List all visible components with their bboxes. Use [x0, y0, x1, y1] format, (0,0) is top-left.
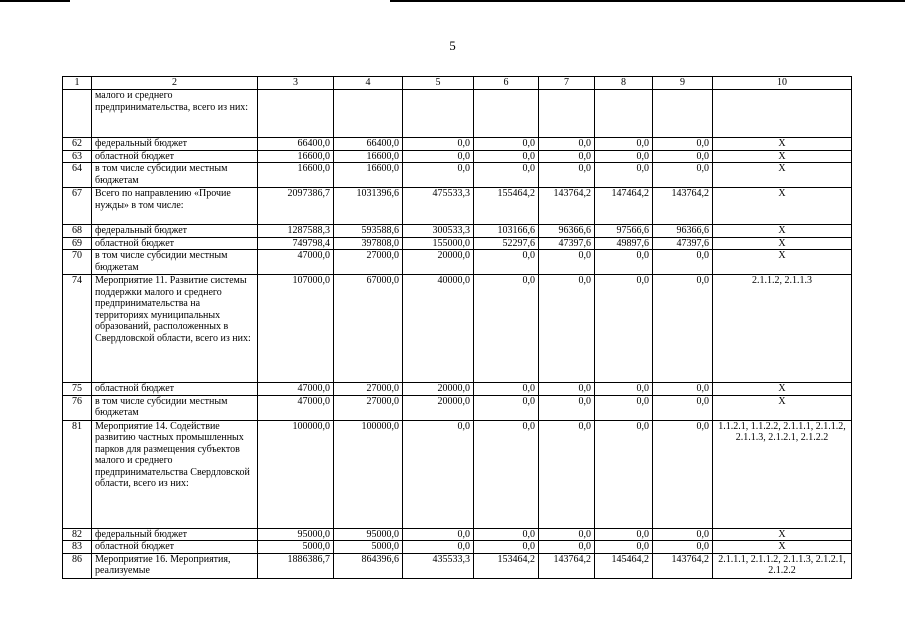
table-row — [63, 225, 852, 238]
page-number: 5 — [449, 38, 456, 53]
value-cell-col-7: 0,0 — [539, 528, 595, 541]
value-cell-col-9: 0,0 — [653, 138, 713, 151]
value-cell-col-7: 0,0 — [539, 383, 595, 396]
row-number-cell: 67 — [63, 188, 92, 225]
value-cell-col-6: 0,0 — [474, 528, 539, 541]
row-name-cell: федеральный бюджет — [92, 225, 258, 238]
header-cell-1: 1 — [63, 77, 92, 90]
value-cell-col-7: 143764,2 — [539, 188, 595, 225]
value-cell-col-6: 0,0 — [474, 150, 539, 163]
row-number-cell: 82 — [63, 528, 92, 541]
value-cell-col-5: 20000,0 — [403, 250, 474, 275]
value-cell-col-6: 0,0 — [474, 163, 539, 188]
value-cell-col-9: 0,0 — [653, 383, 713, 396]
value-cell-col-3: 107000,0 — [258, 275, 334, 383]
value-cell-col-3: 47000,0 — [258, 250, 334, 275]
reference-cell: 1.1.2.1, 1.1.2.2, 2.1.1.1, 2.1.1.2, 2.1.1.3, 2.1.2.1, 2.1.2.2 — [713, 420, 852, 528]
value-cell-col-7: 47397,6 — [539, 237, 595, 250]
table-row — [63, 541, 852, 554]
row-number-cell: 63 — [63, 150, 92, 163]
value-cell-col-4: 27000,0 — [334, 250, 403, 275]
value-cell-col-7: 0,0 — [539, 395, 595, 420]
value-cell-col-8: 49897,6 — [595, 237, 653, 250]
value-cell-col-6: 0,0 — [474, 395, 539, 420]
value-cell-col-4: 27000,0 — [334, 383, 403, 396]
row-number-cell: 74 — [63, 275, 92, 383]
value-cell-col-4: 16600,0 — [334, 150, 403, 163]
value-cell-col-9: 0,0 — [653, 163, 713, 188]
value-cell-col-3: 1886386,7 — [258, 553, 334, 578]
header-cell-5: 5 — [403, 77, 474, 90]
header-cell-6: 6 — [474, 77, 539, 90]
value-cell-col-8: 0,0 — [595, 163, 653, 188]
value-cell-col-7: 0,0 — [539, 250, 595, 275]
reference-cell: Х — [713, 250, 852, 275]
value-cell-col-6: 52297,6 — [474, 237, 539, 250]
value-cell-col-7: 0,0 — [539, 275, 595, 383]
value-cell-col-4: 864396,6 — [334, 553, 403, 578]
value-cell-col-6: 0,0 — [474, 383, 539, 396]
top-edge-line-right — [390, 0, 905, 2]
value-cell-col-7: 0,0 — [539, 138, 595, 151]
value-cell-col-6: 103166,6 — [474, 225, 539, 238]
value-cell-col-8: 97566,6 — [595, 225, 653, 238]
value-cell-col-7: 143764,2 — [539, 553, 595, 578]
value-cell-col-9: 0,0 — [653, 528, 713, 541]
value-cell-col-8: 0,0 — [595, 420, 653, 528]
value-cell-col-5 — [403, 90, 474, 138]
value-cell-col-8: 0,0 — [595, 383, 653, 396]
table-row — [63, 383, 852, 396]
value-cell-col-9: 0,0 — [653, 275, 713, 383]
table-row — [63, 138, 852, 151]
value-cell-col-8: 147464,2 — [595, 188, 653, 225]
value-cell-col-4: 397808,0 — [334, 237, 403, 250]
value-cell-col-8: 0,0 — [595, 541, 653, 554]
table-row — [63, 395, 852, 420]
value-cell-col-4: 5000,0 — [334, 541, 403, 554]
reference-cell: Х — [713, 237, 852, 250]
row-name-cell: в том числе субсидии местным бюджетам — [92, 395, 258, 420]
value-cell-col-3: 47000,0 — [258, 383, 334, 396]
value-cell-col-5: 0,0 — [403, 541, 474, 554]
value-cell-col-5: 300533,3 — [403, 225, 474, 238]
table-row — [63, 275, 852, 383]
value-cell-col-4: 100000,0 — [334, 420, 403, 528]
value-cell-col-3: 47000,0 — [258, 395, 334, 420]
value-cell-col-4: 67000,0 — [334, 275, 403, 383]
header-cell-9: 9 — [653, 77, 713, 90]
row-name-cell: областной бюджет — [92, 150, 258, 163]
value-cell-col-3: 5000,0 — [258, 541, 334, 554]
value-cell-col-8 — [595, 90, 653, 138]
value-cell-col-5: 20000,0 — [403, 383, 474, 396]
value-cell-col-9: 0,0 — [653, 250, 713, 275]
row-name-cell: федеральный бюджет — [92, 528, 258, 541]
value-cell-col-3: 749798,4 — [258, 237, 334, 250]
row-name-cell: малого и среднего предпринимательства, всего из них: — [92, 90, 258, 138]
value-cell-col-3: 2097386,7 — [258, 188, 334, 225]
value-cell-col-5: 0,0 — [403, 138, 474, 151]
value-cell-col-8: 0,0 — [595, 150, 653, 163]
table-row — [63, 188, 852, 225]
value-cell-col-9: 47397,6 — [653, 237, 713, 250]
budget-table — [62, 76, 852, 579]
table-row — [63, 90, 852, 138]
table-row — [63, 150, 852, 163]
top-edge-line-left — [0, 0, 70, 2]
value-cell-col-7: 0,0 — [539, 150, 595, 163]
reference-cell: Х — [713, 138, 852, 151]
row-name-cell: Всего по направлению «Прочие нужды» в том числе: — [92, 188, 258, 225]
value-cell-col-8: 145464,2 — [595, 553, 653, 578]
table-row — [63, 250, 852, 275]
value-cell-col-4: 1031396,6 — [334, 188, 403, 225]
value-cell-col-9: 96366,6 — [653, 225, 713, 238]
value-cell-col-8: 0,0 — [595, 395, 653, 420]
value-cell-col-5: 475533,3 — [403, 188, 474, 225]
reference-cell: Х — [713, 150, 852, 163]
value-cell-col-4: 593588,6 — [334, 225, 403, 238]
table-row — [63, 163, 852, 188]
reference-cell: Х — [713, 163, 852, 188]
row-name-cell: в том числе субсидии местным бюджетам — [92, 163, 258, 188]
value-cell-col-8: 0,0 — [595, 250, 653, 275]
value-cell-col-6: 0,0 — [474, 420, 539, 528]
header-cell-10: 10 — [713, 77, 852, 90]
value-cell-col-9: 0,0 — [653, 150, 713, 163]
table-row — [63, 237, 852, 250]
row-number-cell — [63, 90, 92, 138]
value-cell-col-3: 66400,0 — [258, 138, 334, 151]
value-cell-col-7: 0,0 — [539, 541, 595, 554]
header-cell-3: 3 — [258, 77, 334, 90]
value-cell-col-5: 0,0 — [403, 163, 474, 188]
row-name-cell: областной бюджет — [92, 383, 258, 396]
header-cell-4: 4 — [334, 77, 403, 90]
value-cell-col-3: 16600,0 — [258, 163, 334, 188]
row-number-cell: 76 — [63, 395, 92, 420]
value-cell-col-7: 0,0 — [539, 163, 595, 188]
reference-cell: Х — [713, 225, 852, 238]
row-number-cell: 64 — [63, 163, 92, 188]
value-cell-col-7: 0,0 — [539, 420, 595, 528]
value-cell-col-6: 0,0 — [474, 138, 539, 151]
value-cell-col-4: 16600,0 — [334, 163, 403, 188]
row-name-cell: областной бюджет — [92, 237, 258, 250]
value-cell-col-6 — [474, 90, 539, 138]
value-cell-col-3: 1287588,3 — [258, 225, 334, 238]
value-cell-col-5: 435533,3 — [403, 553, 474, 578]
row-name-cell: Мероприятие 16. Мероприятия, реализуемые — [92, 553, 258, 578]
reference-cell: Х — [713, 528, 852, 541]
value-cell-col-5: 40000,0 — [403, 275, 474, 383]
row-name-cell: Мероприятие 11. Развитие системы поддержки малого и среднего предпринимательства на территориях муниципальных образований, расположенных в Свердловской области, всего из них: — [92, 275, 258, 383]
value-cell-col-9: 143764,2 — [653, 553, 713, 578]
row-name-cell: федеральный бюджет — [92, 138, 258, 151]
row-name-cell: Мероприятие 14. Содействие развитию частных промышленных парков для размещения субъектов малого и среднего предпринимательства Свердловской области, всего из них: — [92, 420, 258, 528]
table-row — [63, 420, 852, 528]
reference-cell: Х — [713, 395, 852, 420]
value-cell-col-5: 155000,0 — [403, 237, 474, 250]
header-cell-2: 2 — [92, 77, 258, 90]
value-cell-col-3: 16600,0 — [258, 150, 334, 163]
value-cell-col-6: 153464,2 — [474, 553, 539, 578]
table-body — [63, 90, 852, 579]
value-cell-col-4 — [334, 90, 403, 138]
value-cell-col-4: 66400,0 — [334, 138, 403, 151]
value-cell-col-5: 0,0 — [403, 150, 474, 163]
value-cell-col-5: 0,0 — [403, 528, 474, 541]
value-cell-col-6: 155464,2 — [474, 188, 539, 225]
value-cell-col-7 — [539, 90, 595, 138]
value-cell-col-9: 143764,2 — [653, 188, 713, 225]
reference-cell: Х — [713, 188, 852, 225]
table-row — [63, 553, 852, 578]
reference-cell: Х — [713, 383, 852, 396]
header-row — [63, 77, 852, 90]
value-cell-col-5: 0,0 — [403, 420, 474, 528]
value-cell-col-3 — [258, 90, 334, 138]
row-number-cell: 83 — [63, 541, 92, 554]
reference-cell: 2.1.1.2, 2.1.1.3 — [713, 275, 852, 383]
value-cell-col-9: 0,0 — [653, 420, 713, 528]
value-cell-col-6: 0,0 — [474, 250, 539, 275]
reference-cell: 2.1.1.1, 2.1.1.2, 2.1.1.3, 2.1.2.1, 2.1.2.2 — [713, 553, 852, 578]
row-number-cell: 81 — [63, 420, 92, 528]
header-cell-8: 8 — [595, 77, 653, 90]
row-number-cell: 75 — [63, 383, 92, 396]
value-cell-col-6: 0,0 — [474, 541, 539, 554]
value-cell-col-8: 0,0 — [595, 138, 653, 151]
row-number-cell: 69 — [63, 237, 92, 250]
reference-cell: Х — [713, 541, 852, 554]
value-cell-col-4: 27000,0 — [334, 395, 403, 420]
value-cell-col-4: 95000,0 — [334, 528, 403, 541]
value-cell-col-8: 0,0 — [595, 275, 653, 383]
value-cell-col-9 — [653, 90, 713, 138]
header-cell-7: 7 — [539, 77, 595, 90]
row-number-cell: 62 — [63, 138, 92, 151]
reference-cell — [713, 90, 852, 138]
value-cell-col-3: 100000,0 — [258, 420, 334, 528]
row-number-cell: 70 — [63, 250, 92, 275]
value-cell-col-5: 20000,0 — [403, 395, 474, 420]
row-number-cell: 86 — [63, 553, 92, 578]
value-cell-col-9: 0,0 — [653, 541, 713, 554]
table-row — [63, 528, 852, 541]
value-cell-col-9: 0,0 — [653, 395, 713, 420]
value-cell-col-6: 0,0 — [474, 275, 539, 383]
value-cell-col-3: 95000,0 — [258, 528, 334, 541]
value-cell-col-7: 96366,6 — [539, 225, 595, 238]
row-name-cell: областной бюджет — [92, 541, 258, 554]
row-name-cell: в том числе субсидии местным бюджетам — [92, 250, 258, 275]
value-cell-col-8: 0,0 — [595, 528, 653, 541]
row-number-cell: 68 — [63, 225, 92, 238]
